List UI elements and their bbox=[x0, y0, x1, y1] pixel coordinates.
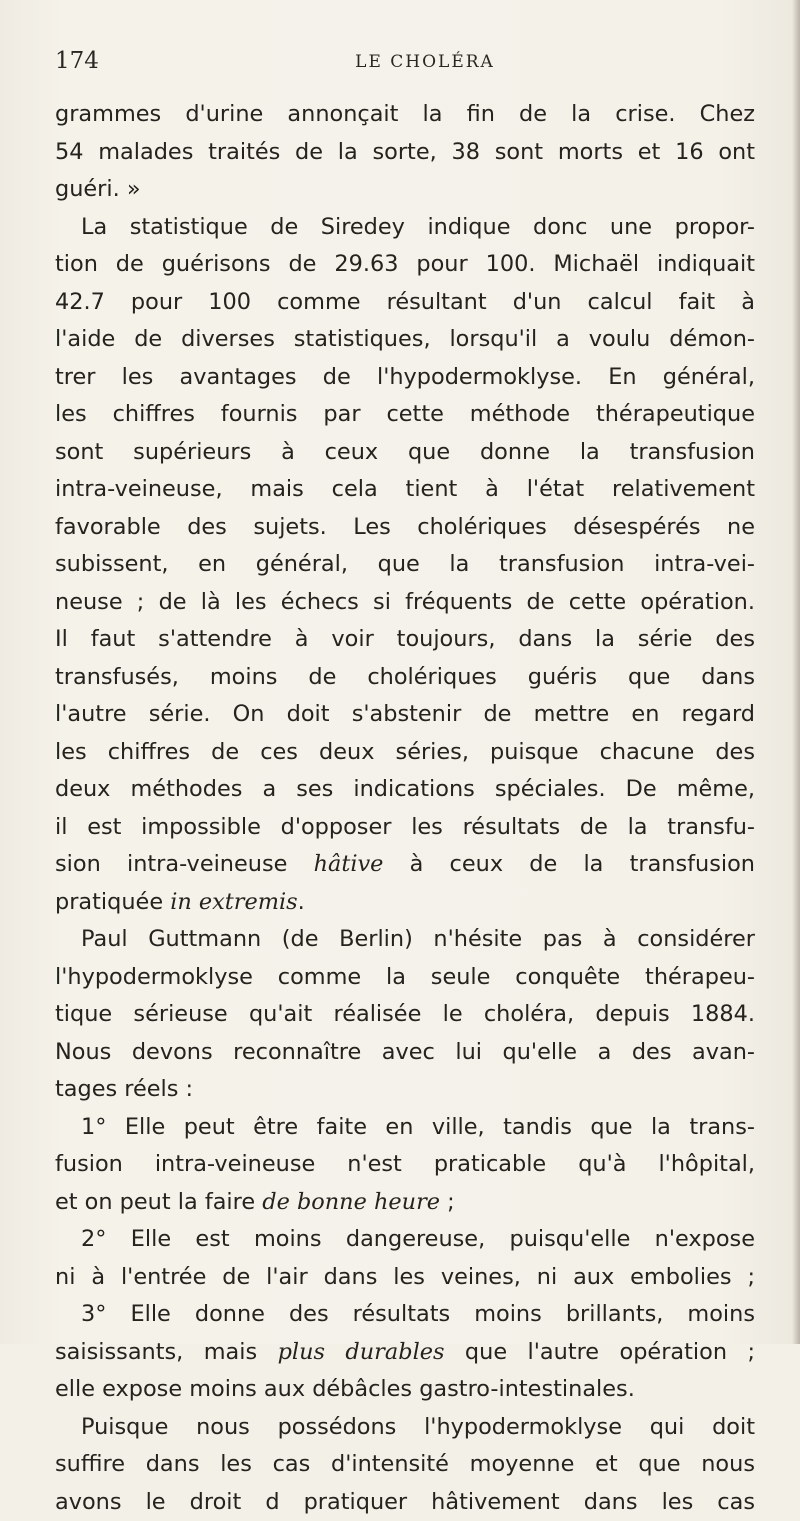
text-segment: subissent, en général, que la transfusion intra-vei- bbox=[55, 551, 755, 577]
text-segment: pratiquée bbox=[55, 889, 170, 915]
text-segment: neuse ; de là les échecs si fréquents de cette opération. bbox=[55, 589, 755, 615]
text-line bbox=[55, 246, 755, 284]
text-line bbox=[55, 659, 755, 697]
text-line bbox=[55, 809, 755, 847]
text-segment: fusion intra-veineuse n'est praticable qu'à l'hôpital, bbox=[55, 1151, 755, 1177]
text-line bbox=[55, 284, 755, 322]
text-line bbox=[55, 1109, 755, 1147]
text-line bbox=[55, 1034, 755, 1072]
text-line bbox=[55, 959, 755, 997]
text-line bbox=[55, 171, 755, 209]
running-head: LE CHOLÉRA bbox=[55, 52, 755, 72]
text-line bbox=[55, 846, 755, 884]
text-line bbox=[55, 396, 755, 434]
text-segment: Nous devons reconnaître avec lui qu'elle a des avan- bbox=[55, 1039, 755, 1065]
page-edge-shadow bbox=[792, 0, 800, 1344]
text-line bbox=[55, 696, 755, 734]
text-segment: transfusés, moins de cholériques guéris que dans bbox=[55, 664, 755, 690]
text-line bbox=[55, 996, 755, 1034]
text-segment: l'aide de diverses statistiques, lorsqu'il a voulu démon- bbox=[55, 326, 755, 352]
text-segment: sont supérieurs à ceux que donne la transfusion bbox=[55, 439, 755, 465]
text-segment: avons le droit d pratiquer hâtivement dans les cas bbox=[55, 1489, 755, 1515]
text-segment: et on peut la faire bbox=[55, 1189, 262, 1215]
text-line bbox=[55, 884, 755, 922]
text-segment: Il faut s'attendre à voir toujours, dans la série des bbox=[55, 626, 755, 652]
text-line bbox=[55, 359, 755, 397]
body-text bbox=[55, 96, 755, 1521]
text-segment: à ceux de la transfusion bbox=[383, 851, 755, 877]
text-segment: Puisque nous possédons l'hypodermoklyse qui doit bbox=[81, 1414, 755, 1440]
text-segment: deux méthodes a ses indications spéciales. De même, bbox=[55, 776, 755, 802]
text-segment: les chiffres fournis par cette méthode thérapeutique bbox=[55, 401, 755, 427]
text-segment: favorable des sujets. Les cholériques désespérés ne bbox=[55, 514, 755, 540]
text-segment: 1° Elle peut être faite en ville, tandis que la trans- bbox=[81, 1114, 755, 1140]
text-segment: l'hypodermoklyse comme la seule conquête thérapeu- bbox=[55, 964, 755, 990]
text-segment: . bbox=[298, 889, 305, 915]
text-segment: ; bbox=[440, 1189, 455, 1215]
text-segment: tion de guérisons de 29.63 pour 100. Michaël indiquait bbox=[55, 251, 755, 277]
text-line bbox=[55, 509, 755, 547]
text-segment: La statistique de Siredey indique donc une propor- bbox=[81, 214, 755, 240]
text-segment: guéri. » bbox=[55, 176, 141, 202]
text-segment: 54 malades traités de la sorte, 38 sont morts et 16 ont bbox=[55, 139, 755, 165]
text-line bbox=[55, 1484, 755, 1521]
text-line bbox=[55, 1371, 755, 1409]
text-segment: trer les avantages de l'hypodermoklyse. En général, bbox=[55, 364, 755, 390]
italic-text: in extremis bbox=[170, 889, 297, 915]
text-segment: tique sérieuse qu'ait réalisée le choléra, depuis 1884. bbox=[55, 1001, 755, 1027]
text-segment: grammes d'urine annonçait la fin de la crise. Chez bbox=[55, 101, 755, 127]
text-segment: elle expose moins aux débâcles gastro-intestinales. bbox=[55, 1376, 635, 1402]
text-segment: 3° Elle donne des résultats moins brillants, moins bbox=[81, 1301, 755, 1327]
text-line bbox=[55, 96, 755, 134]
text-line bbox=[55, 546, 755, 584]
text-line bbox=[55, 584, 755, 622]
text-line bbox=[55, 771, 755, 809]
text-line bbox=[55, 1334, 755, 1372]
text-segment: tages réels : bbox=[55, 1076, 193, 1102]
text-segment: sion intra-veineuse bbox=[55, 851, 314, 877]
text-segment: ni à l'entrée de l'air dans les veines, ni aux embolies ; bbox=[55, 1264, 755, 1290]
page-header bbox=[55, 48, 755, 82]
text-line bbox=[55, 1446, 755, 1484]
text-line bbox=[55, 471, 755, 509]
text-segment: il est impossible d'opposer les résultats de la transfu- bbox=[55, 814, 755, 840]
italic-text: plus durables bbox=[278, 1339, 445, 1365]
text-segment: l'autre série. On doit s'abstenir de mettre en regard bbox=[55, 701, 755, 727]
text-line bbox=[55, 1259, 755, 1297]
text-line bbox=[55, 434, 755, 472]
text-segment: 2° Elle est moins dangereuse, puisqu'elle n'expose bbox=[81, 1226, 755, 1252]
text-line bbox=[55, 921, 755, 959]
text-line bbox=[55, 1146, 755, 1184]
text-line bbox=[55, 321, 755, 359]
text-line bbox=[55, 621, 755, 659]
text-line bbox=[55, 209, 755, 247]
text-segment: Paul Guttmann (de Berlin) n'hésite pas à considérer bbox=[81, 926, 755, 952]
text-line bbox=[55, 1409, 755, 1447]
text-line bbox=[55, 1296, 755, 1334]
page-number: 174 bbox=[55, 48, 99, 74]
text-segment: intra-veineuse, mais cela tient à l'état relativement bbox=[55, 476, 755, 502]
italic-text: hâtive bbox=[314, 851, 384, 877]
text-line bbox=[55, 1184, 755, 1222]
text-segment: que l'autre opération ; bbox=[444, 1339, 755, 1365]
text-segment: suffire dans les cas d'intensité moyenne et que nous bbox=[55, 1451, 755, 1477]
text-line bbox=[55, 1221, 755, 1259]
text-line bbox=[55, 134, 755, 172]
text-segment: 42.7 pour 100 comme résultant d'un calcul fait à bbox=[55, 289, 755, 315]
text-segment: les chiffres de ces deux séries, puisque chacune des bbox=[55, 739, 755, 765]
text-line bbox=[55, 734, 755, 772]
italic-text: de bonne heure bbox=[262, 1189, 440, 1215]
text-segment: saisissants, mais bbox=[55, 1339, 278, 1365]
text-line bbox=[55, 1071, 755, 1109]
